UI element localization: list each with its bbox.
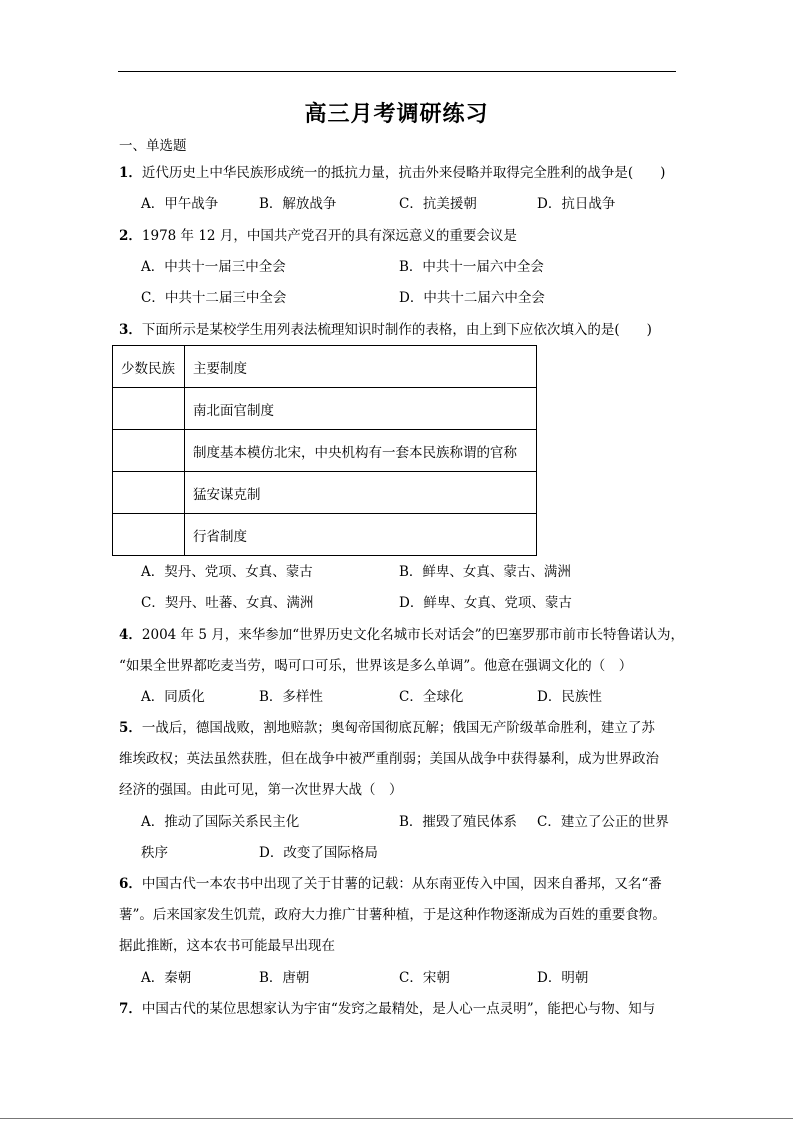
table-row [113,430,537,472]
question-3 [119,321,652,339]
footer-rule [0,1118,793,1119]
q3-option-d[interactable]: D．鲜卑、女真、党项、蒙古 [399,595,572,611]
question-1 [119,164,665,182]
question-text: 中国古代一本农书中出现了关于甘薯的记载：从东南亚传入中国，因来自番邦，又名“番 [141,876,662,892]
question-6-line-3: 据此推断，这本农书可能最早出现在 [119,938,335,954]
question-text: 1978 年 12 月，中国共产党召开的具有深远意义的重要会议是 [141,228,517,244]
q5-option-c-continued[interactable]: 秩序 [141,845,168,861]
table-row [113,388,537,430]
question-number: 6． [119,876,142,892]
table-cell-blank [113,430,185,472]
table-cell: 猛安谋克制 [185,472,537,514]
q6-option-b[interactable]: B．唐朝 [259,970,310,986]
q4-option-b[interactable]: B．多样性 [259,689,323,705]
q2-option-a[interactable]: A．中共十一届三中全会 [141,259,286,275]
question-number: 1． [119,165,142,181]
q5-option-c[interactable]: C．建立了公正的世界 [537,814,669,830]
question-6-line-2: 薯”。后来国家发生饥荒，政府大力推广甘薯种植，于是这种作物逐渐成为百姓的重要食物。 [119,907,666,923]
q2-option-c[interactable]: C．中共十二届三中全会 [141,290,287,306]
table-cell-blank [113,472,185,514]
ethnic-system-table [112,345,537,556]
table-cell: 行省制度 [185,514,537,556]
table-cell: 制度基本模仿北宋，中央机构有一套本民族称谓的官称 [185,430,537,472]
q3-option-a[interactable]: A．契丹、党项、女真、蒙古 [141,564,313,580]
question-text: 中国古代的某位思想家认为宇宙“发窍之最精处，是人心一点灵明”，能把心与物、知与 [141,1001,656,1017]
table-row [113,514,537,556]
q6-option-d[interactable]: D．明朝 [537,970,589,986]
table-cell: 南北面官制度 [185,388,537,430]
question-6 [119,875,662,893]
q1-option-b[interactable]: B．解放战争 [259,196,337,212]
q2-option-d[interactable]: D．中共十二届六中全会 [399,290,545,306]
question-5-line-3: 经济的强国。由此可见，第一次世界大战（ ） [119,782,403,798]
q3-option-b[interactable]: B．鲜卑、女真、蒙古、满洲 [399,564,571,580]
question-number: 4． [119,627,142,643]
question-5 [119,719,655,737]
question-number: 7． [119,1001,142,1017]
question-text: 2004 年 5 月，来华参加“世界历史文化名城市长对话会”的巴塞罗那市前市长特鲁诺认为， [141,627,685,643]
q5-option-d[interactable]: D．改变了国际格局 [259,845,378,861]
q5-option-b[interactable]: B．摧毁了殖民体系 [399,814,517,830]
header-rule [118,71,676,72]
question-text: 下面所示是某校学生用列表法梳理知识时制作的表格，由上到下应依次填入的是( ) [141,322,652,338]
table-cell-blank [113,514,185,556]
table-header-cell: 主要制度 [185,346,537,388]
table-header-cell: 少数民族 [113,346,185,388]
question-text: 一战后，德国战败，割地赔款；奥匈帝国彻底瓦解；俄国无产阶级革命胜利，建立了苏 [141,720,655,736]
q6-option-c[interactable]: C．宋朝 [399,970,450,986]
question-text: 近代历史上中华民族形成统一的抵抗力量，抗击外来侵略并取得完全胜利的战争是( ) [141,165,666,181]
q1-option-a[interactable]: A．甲午战争 [141,196,219,212]
question-7 [119,1000,655,1018]
question-2 [119,227,517,245]
question-number: 3． [119,322,142,338]
section-heading: 一、单选题 [119,138,187,154]
q2-option-b[interactable]: B．中共十一届六中全会 [399,259,544,275]
page-title: 高三月考调研练习 [304,102,489,127]
q1-option-d[interactable]: D．抗日战争 [537,196,616,212]
q4-option-c[interactable]: C．全球化 [399,689,464,705]
q5-option-a[interactable]: A．推动了国际关系民主化 [141,814,300,830]
question-number: 5． [119,720,142,736]
q1-option-c[interactable]: C．抗美援朝 [399,196,477,212]
question-4-line-2: “如果全世界都吃麦当劳，喝可口可乐，世界该是多么单调”。他意在强调文化的（ ） [119,658,633,674]
table-cell-blank [113,388,185,430]
q6-option-a[interactable]: A．秦朝 [141,970,192,986]
table-header-row [113,346,537,388]
question-5-line-2: 维埃政权；英法虽然获胜，但在战争中被严重削弱；美国从战争中获得暴利，成为世界政治 [119,751,659,767]
q4-option-a[interactable]: A．同质化 [141,689,205,705]
question-number: 2． [119,228,142,244]
table-row [113,472,537,514]
q4-option-d[interactable]: D．民族性 [537,689,602,705]
question-4 [119,626,684,644]
q3-option-c[interactable]: C．契丹、吐蕃、女真、满洲 [141,595,314,611]
